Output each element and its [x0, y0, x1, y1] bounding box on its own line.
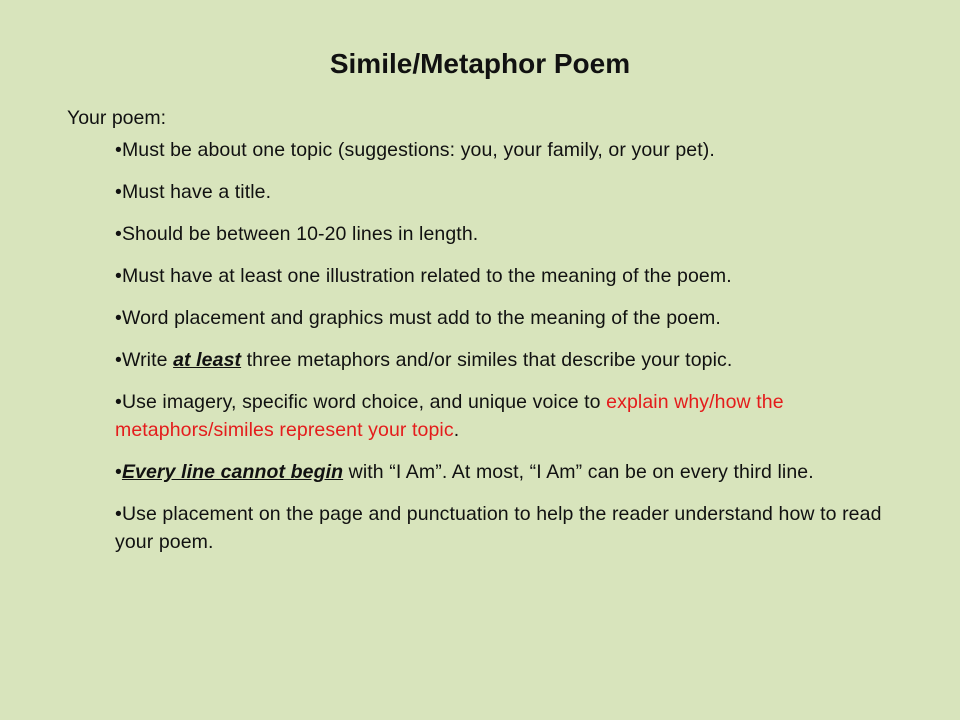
item-text: Must have at least one illustration related to the meaning of the poem.: [121, 265, 732, 287]
bullet: •: [115, 461, 122, 483]
bullet: •: [115, 223, 122, 245]
bullet: •: [115, 349, 122, 371]
item-text: Must be about one topic (suggestions: you, your family, or your pet).: [121, 139, 715, 161]
item-text: Write: [121, 349, 174, 371]
bullet: •: [115, 139, 122, 161]
list-item: [115, 500, 905, 556]
bullet: •: [115, 265, 122, 287]
list-item: [115, 220, 905, 248]
item-text: Use imagery, specific word choice, and unique voice to: [121, 391, 607, 413]
item-text: Use placement on the page and punctuation to help the reader understand how to read your poem.: [115, 503, 882, 553]
item-text: with “I Am”. At most, “I Am” can be on every third line.: [343, 461, 814, 483]
bullet: •: [115, 391, 122, 413]
intro-text: Your poem:: [67, 107, 167, 129]
highlight-text: explain why/how the metaphors/similes represent your topic: [115, 391, 784, 441]
item-text: .: [453, 419, 460, 441]
slide-title: Simile/Metaphor Poem: [329, 48, 631, 79]
item-text: Should be between 10-20 lines in length.: [121, 223, 479, 245]
list-item: [115, 458, 905, 486]
bullet: •: [115, 503, 122, 525]
list-item: [115, 136, 905, 164]
list-item: [115, 346, 905, 374]
list-item: [115, 388, 905, 444]
emphasis-text: at least: [173, 349, 242, 371]
requirements-list: [115, 136, 905, 570]
list-item: [115, 178, 905, 206]
item-text: Must have a title.: [121, 181, 272, 203]
emphasis-text: Every line cannot begin: [121, 461, 344, 483]
item-text: Word placement and graphics must add to the meaning of the poem.: [121, 307, 721, 329]
item-text: three metaphors and/or similes that describe your topic.: [241, 349, 733, 371]
list-item: [115, 262, 905, 290]
bullet: •: [115, 307, 122, 329]
bullet: •: [115, 181, 122, 203]
list-item: [115, 304, 905, 332]
